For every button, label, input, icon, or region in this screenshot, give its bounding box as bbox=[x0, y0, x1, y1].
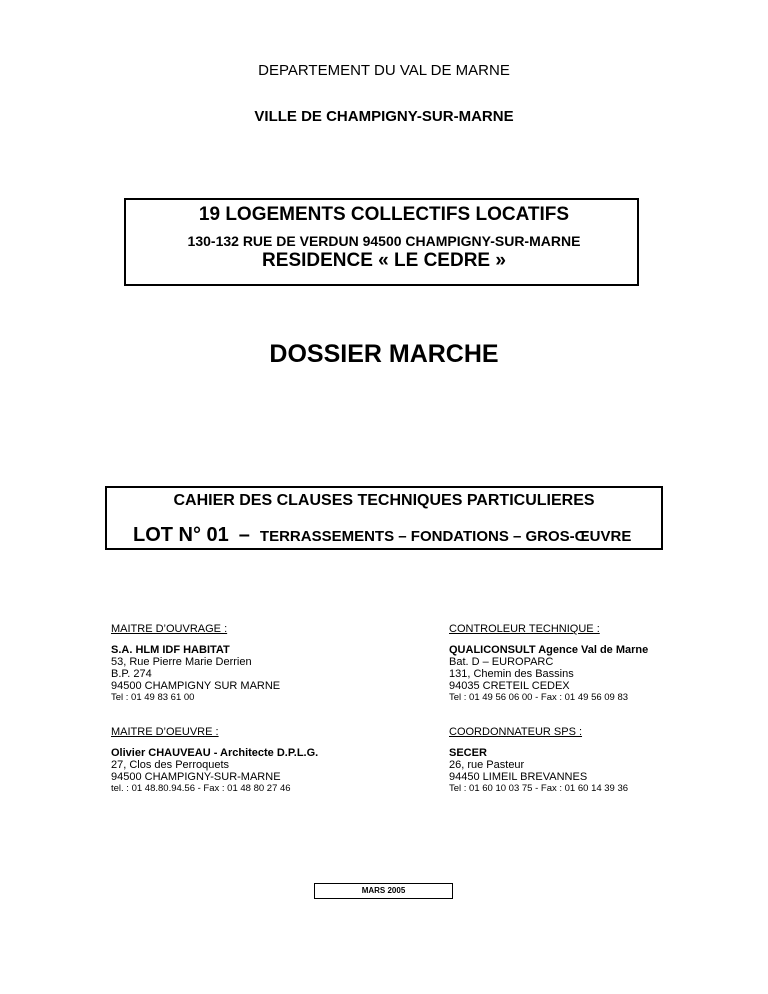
lot-dash: – bbox=[238, 524, 250, 546]
controleur-technique-line: 131, Chemin des Bassins bbox=[449, 668, 574, 680]
coordonnateur-sps-name: SECER bbox=[449, 747, 487, 759]
maitre-oeuvre-block bbox=[111, 726, 318, 795]
coordonnateur-sps-block bbox=[449, 726, 628, 795]
maitre-ouvrage-name: S.A. HLM IDF HABITAT bbox=[111, 644, 230, 656]
date-box: MARS 2005 bbox=[314, 883, 453, 899]
cctp-title: CAHIER DES CLAUSES TECHNIQUES PARTICULIERES bbox=[173, 492, 595, 509]
maitre-ouvrage-heading: MAITRE D’OUVRAGE : bbox=[111, 623, 228, 635]
project-title: 19 LOGEMENTS COLLECTIFS LOCATIFS bbox=[198, 204, 570, 225]
maitre-oeuvre-name: Olivier CHAUVEAU - Architecte D.P.L.G. bbox=[111, 747, 319, 759]
lot-line bbox=[133, 524, 631, 547]
controleur-technique-tel: Tel : 01 49 56 06 00 - Fax : 01 49 56 09 83 bbox=[449, 692, 629, 703]
coordonnateur-sps-line: 94450 LIMEIL BREVANNES bbox=[449, 771, 588, 783]
controleur-technique-line: 94035 CRETEIL CEDEX bbox=[449, 680, 570, 692]
maitre-oeuvre-heading: MAITRE D’OEUVRE : bbox=[111, 726, 219, 738]
controleur-technique-name: QUALICONSULT Agence Val de Marne bbox=[449, 644, 649, 656]
maitre-oeuvre-line: 27, Clos des Perroquets bbox=[111, 759, 230, 771]
ville-heading: VILLE DE CHAMPIGNY-SUR-MARNE bbox=[254, 108, 514, 125]
project-residence: RESIDENCE « LE CEDRE » bbox=[262, 250, 506, 271]
maitre-ouvrage-line: 53, Rue Pierre Marie Derrien bbox=[111, 656, 252, 668]
maitre-ouvrage-block bbox=[111, 623, 280, 704]
controleur-technique-heading: CONTROLEUR TECHNIQUE : bbox=[449, 623, 600, 635]
dossier-title: DOSSIER MARCHE bbox=[269, 340, 499, 368]
maitre-ouvrage-line: 94500 CHAMPIGNY SUR MARNE bbox=[111, 680, 281, 692]
coordonnateur-sps-tel: Tel : 01 60 10 03 75 - Fax : 01 60 14 39 36 bbox=[449, 783, 629, 794]
project-address: 130-132 RUE DE VERDUN 94500 CHAMPIGNY-SUR-MARNE bbox=[187, 233, 581, 249]
controleur-technique-block bbox=[449, 623, 648, 704]
maitre-oeuvre-line: 94500 CHAMPIGNY-SUR-MARNE bbox=[111, 771, 281, 783]
maitre-ouvrage-line: B.P. 274 bbox=[111, 668, 152, 680]
coordonnateur-sps-heading: COORDONNATEUR SPS : bbox=[449, 726, 583, 738]
controleur-technique-line: Bat. D – EUROPARC bbox=[449, 656, 554, 668]
lot-number: LOT N° 01 bbox=[133, 524, 229, 546]
departement-heading: DEPARTEMENT DU VAL DE MARNE bbox=[258, 62, 510, 79]
coordonnateur-sps-line: 26, rue Pasteur bbox=[449, 759, 525, 771]
maitre-oeuvre-tel: tel. : 01 48.80.94.56 - Fax : 01 48 80 27 46 bbox=[111, 783, 291, 794]
maitre-ouvrage-tel: Tel : 01 49 83 61 00 bbox=[111, 692, 195, 703]
lot-subject: TERRASSEMENTS – FONDATIONS – GROS-ŒUVRE bbox=[259, 528, 632, 545]
